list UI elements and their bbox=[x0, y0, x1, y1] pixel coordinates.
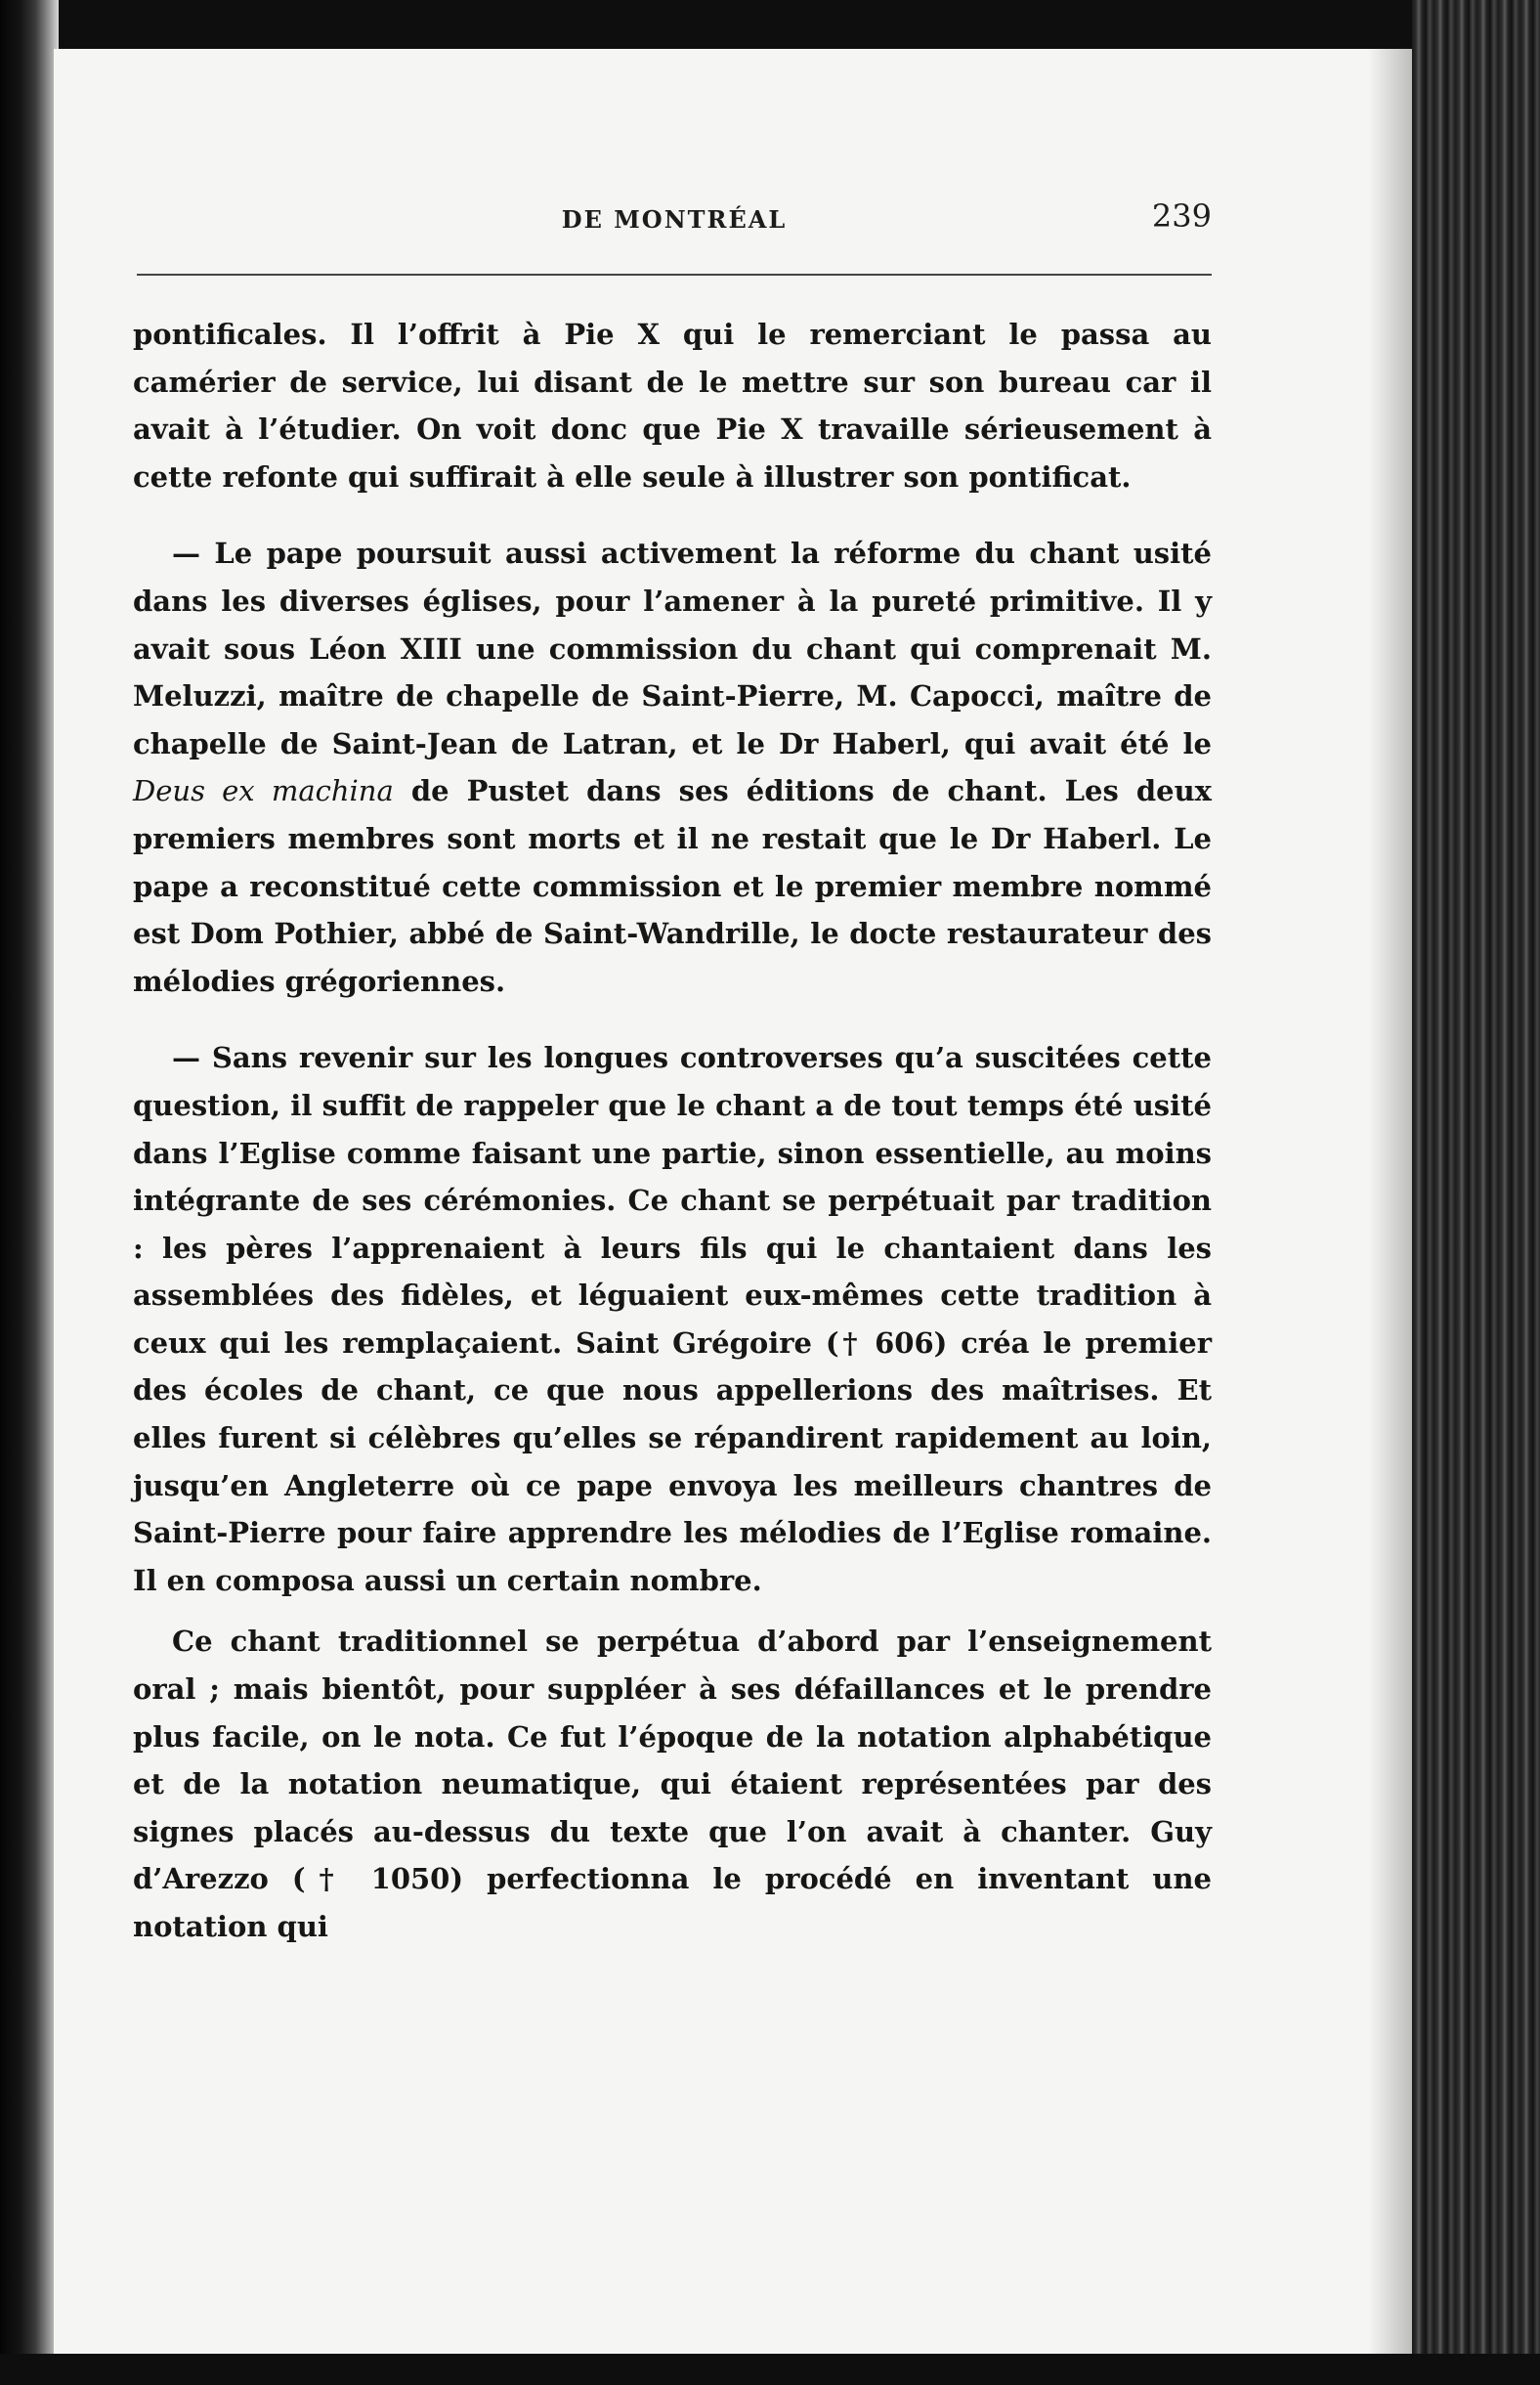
page-number: 239 bbox=[1151, 197, 1212, 235]
paragraph-2 bbox=[133, 530, 1212, 1005]
paragraph-3: — Sans revenir sur les longues controverses qu’a suscitées cette question, il suffit de rappeler que le chant a de tout temps été usité dans l’Eglise comme faisant une partie, sinon essentielle, au moins intégrante de ses cérémonies. Ce chant se perpétuait par tradition : les pères l’apprenaient à leurs fils qui le chantaient dans les assemblées des fidèles, et léguaient eux-mêmes cette tradition à ceux qui les remplaçaient. Saint Grégoire († 606) créa le premier des écoles de chant, ce que nous appellerions des maîtrises. Et elles furent si célèbres qu’elles se répandirent rapidement au loin, jusqu’en Angleterre où ce pape envoya les meilleurs chantres de Saint-Pierre pour faire apprendre les mélodies de l’Eglise romaine. Il en composa aussi un certain nombre. bbox=[133, 1041, 1212, 1597]
paragraph-2-text-b: de Pustet dans ses éditions de chant. Les deux premiers membres sont morts et il ne restait que le Dr Haberl. Le pape a reconstitué cette commission et le premier membre nommé est Dom Pothier, abbé de Saint-Wandrille, le docte restaurateur des mélodies grégoriennes. bbox=[133, 774, 1212, 998]
paragraph-4: Ce chant traditionnel se perpétua d’abord par l’enseignement oral ; mais bientôt, pour suppléer à ses défaillances et le prendre plus facile, on le nota. Ce fut l’époque de la notation alphabétique et de la notation neumatique, qui étaient représentées par des signes placés au-dessus du texte que l’on avait à chanter. Guy d’Arezzo († 1050) perfectionna le procédé en inventant une notation qui bbox=[133, 1625, 1212, 1943]
paragraph-2-text-a: — Le pape poursuit aussi activement la réforme du chant usité dans les diverses églises, pour l’amener à la pureté primitive. Il y avait sous Léon XIII une commission du chant qui comprenait M. Meluzzi, maître de chapelle de Saint-Pierre, M. Capocci, maître de chapelle de Saint-Jean de Latran, et le Dr Haberl, qui avait été le bbox=[133, 537, 1212, 760]
paragraph-2-italic: Deus ex machina bbox=[133, 774, 394, 808]
running-title: DE MONTRÉAL bbox=[561, 205, 788, 234]
header-rule bbox=[137, 274, 1212, 276]
page-edge-shadow bbox=[1368, 49, 1417, 2356]
body-text bbox=[133, 311, 1212, 1951]
paragraph-1: pontificales. Il l’offrit à Pie X qui le remerciant le passa au camérier de service, lui disant de le mettre sur son bureau car il avait à l’étudier. On voit donc que Pie X travaille sérieusement à cette refonte qui suffirait à elle seule à illustrer son pontificat. bbox=[133, 318, 1212, 494]
scan-top-border bbox=[0, 0, 1540, 51]
scan-bottom-border bbox=[0, 2354, 1540, 2385]
book-page-stack-edge bbox=[1412, 0, 1540, 2385]
book-left-edge bbox=[0, 0, 59, 2385]
running-head bbox=[137, 195, 1212, 244]
